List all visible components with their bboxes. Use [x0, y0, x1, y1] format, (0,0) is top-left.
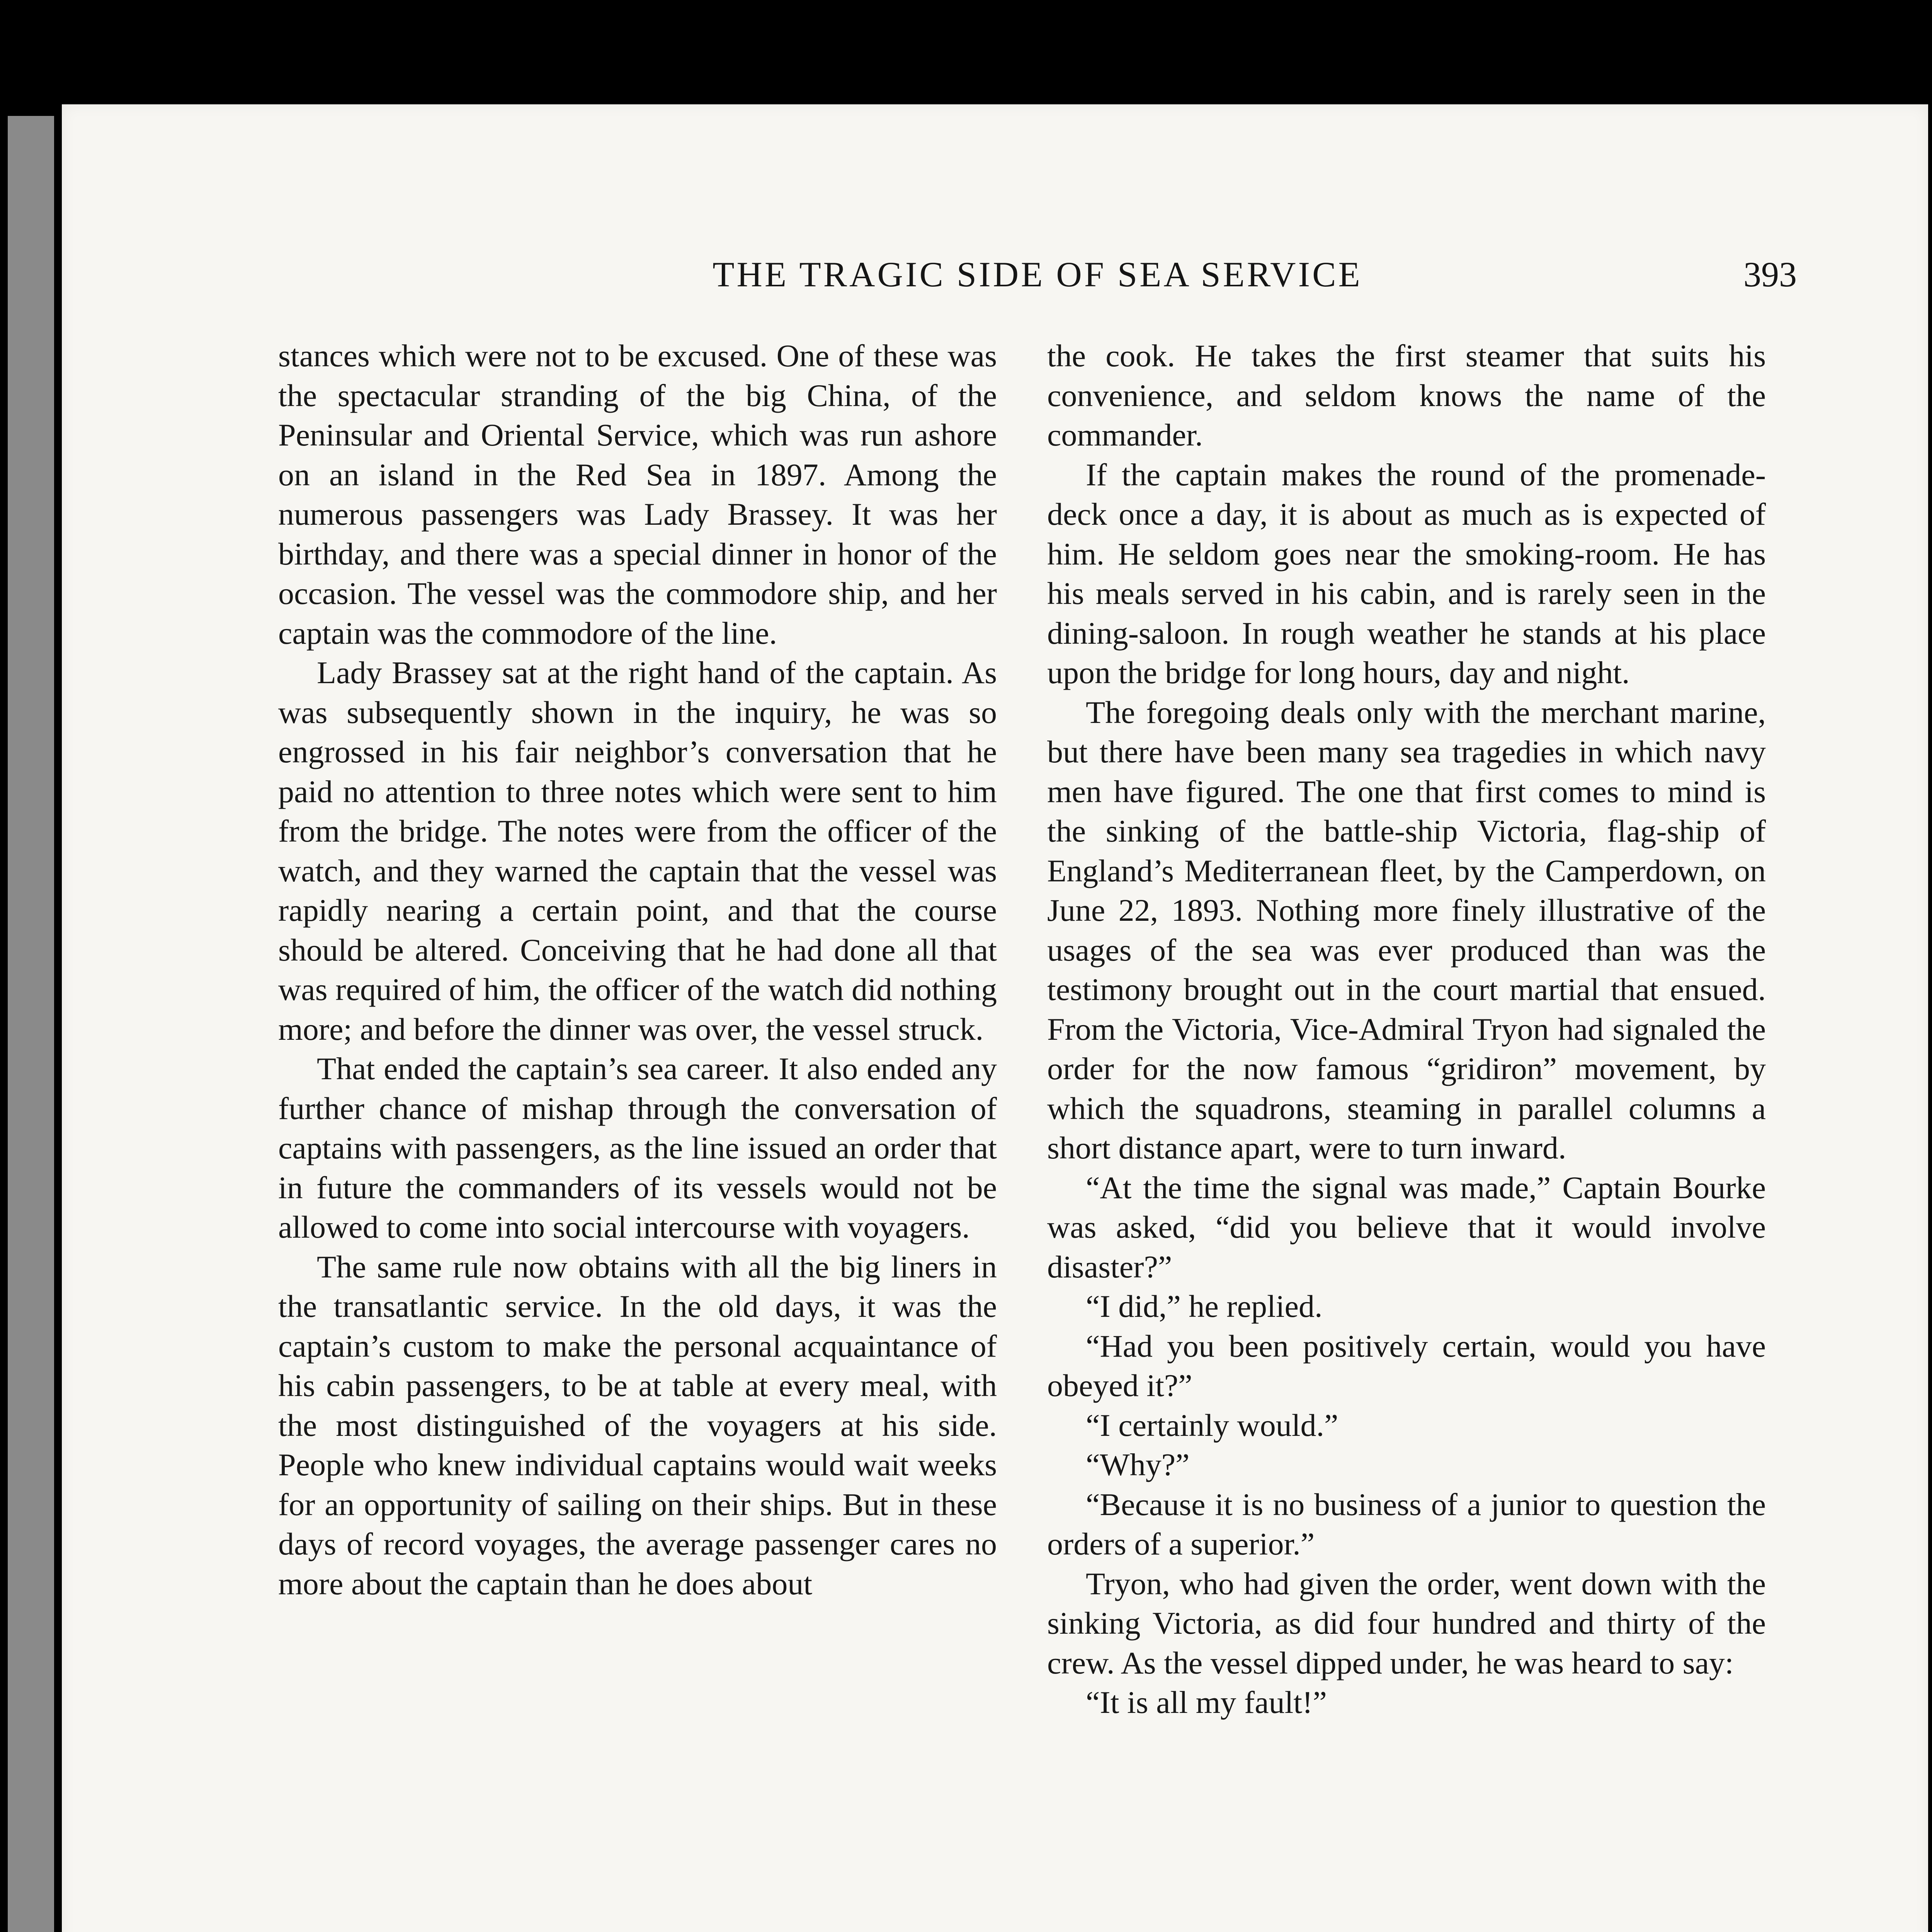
paragraph: stances which were not to be excused. One of these was the spectacular stranding of the big China, of the Peninsular and Oriental Service, which was run ashore on an island in the Red Sea in 1897. Among the numerous passengers was Lady Brassey. It was her birthday, and there was a special dinner in honor of the occasion. The vessel was the commodore ship, and her captain was the commodore of the line.	[278, 338, 997, 651]
paragraph: The same rule now obtains with all the big liners in the transatlantic service. In the old days, it was the captain’s custom to make the personal acquaintance of his cabin passengers, to be at table at every meal, with the most distinguished of the voyagers at his side. People who knew individual captains would wait weeks for an opportunity of sailing on their ships. But in these days of record voyages, the average passenger cares no more about the captain than he does about	[278, 1249, 997, 1601]
running-title: THE TRAGIC SIDE OF SEA SERVICE	[713, 255, 1362, 294]
page-number: 393	[1743, 255, 1797, 294]
left-column	[278, 336, 997, 1604]
book-page	[62, 104, 1928, 1932]
paragraph: If the captain makes the round of the promenade-deck once a day, it is about as much as is expected of him. He seldom goes near the smoking-room. He has his meals served in his cabin, and is rarely seen in the dining-saloon. In rough weather he stands at his place upon the bridge for long hours, day and night.	[1047, 457, 1766, 690]
paragraph: “Because it is no business of a junior to question the orders of a superior.”	[1047, 1486, 1766, 1561]
paragraph: The foregoing deals only with the merchant marine, but there have been many sea tragedies in which navy men have figured. The one that first comes to mind is the sinking of the battle-ship Victoria, flag-ship of England’s Mediterranean fleet, by the Camperdown, on June 22, 1893. Nothing more finely illustrative of the usages of the sea was ever produced than was the testimony brought out in the court martial that ensued. From the Victoria, Vice-Admiral Tryon had signaled the order for the now famous “gridiron” movement, by which the squadrons, steaming in parallel columns a short distance apart, were to turn inward.	[1047, 694, 1766, 1165]
paragraph: “I certainly would.”	[1086, 1407, 1338, 1443]
paragraph: Lady Brassey sat at the right hand of the captain. As was subsequently shown in the inquiry, he was so engrossed in his fair neighbor’s conversation that he paid no attention to three notes which were sent to him from the bridge. The notes were from the officer of the watch, and they warned the captain that the vessel was rapidly nearing a certain point, and that the course should be altered. Conceiving that he had done all that was required of him, the officer of the watch did nothing more; and before the dinner was over, the vessel struck.	[278, 655, 997, 1047]
paragraph: “Had you been positively certain, would you have obeyed it?”	[1047, 1328, 1766, 1403]
facing-page-edge	[8, 116, 54, 1932]
paragraph: “Why?”	[1086, 1447, 1190, 1482]
paragraph: “I did,” he replied.	[1086, 1289, 1323, 1324]
paragraph: the cook. He takes the first steamer that suits his convenience, and seldom knows the name of the commander.	[1047, 338, 1766, 452]
paragraph: “At the time the signal was made,” Captain Bourke was asked, “did you believe that it would involve disaster?”	[1047, 1170, 1766, 1284]
paragraph: That ended the captain’s sea career. It also ended any further chance of mishap through the conversation of captains with passengers, as the line issued an order that in future the commanders of its vessels would not be allowed to come into social intercourse with voyagers.	[278, 1051, 997, 1245]
page-header	[278, 251, 1797, 298]
right-column	[1047, 336, 1766, 1723]
paragraph: “It is all my fault!”	[1086, 1685, 1327, 1720]
paragraph: Tryon, who had given the order, went down with the sinking Victoria, as did four hundred and thirty of the crew. As the vessel dipped under, he was heard to say:	[1047, 1566, 1766, 1680]
